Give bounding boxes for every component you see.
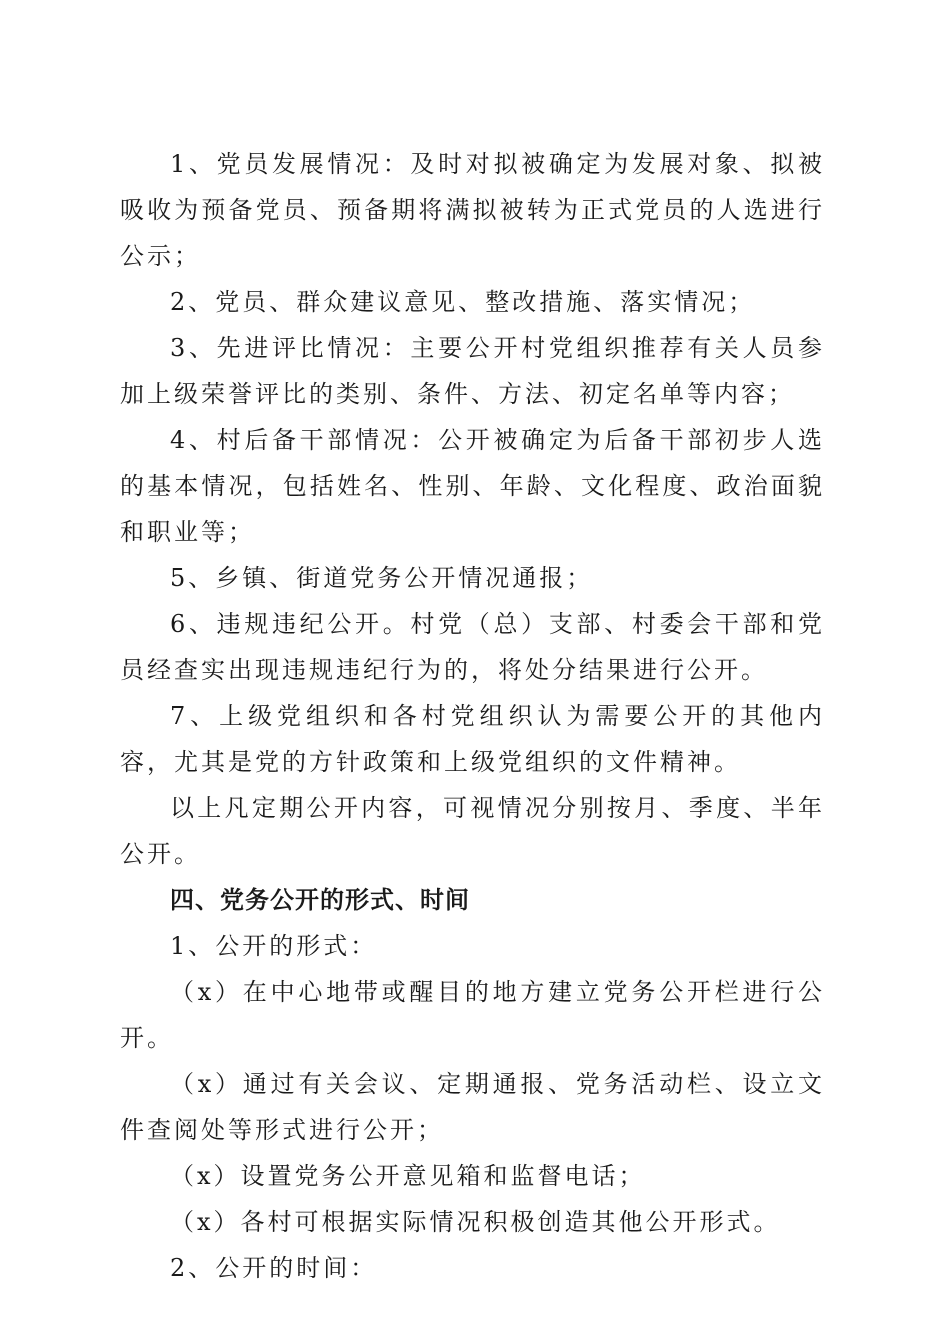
paragraph-other-content: 7、上级党组织和各村党组织认为需要公开的其他内容，尤其是党的方针政策和上级党组织的文件精神。: [120, 702, 825, 776]
form-item-meetings-reports: （x）通过有关会议、定期通报、党务活动栏、设立文件查阅处等形式进行公开；: [120, 1070, 825, 1144]
subheading-disclosure-form: 1、公开的形式：: [170, 932, 378, 960]
paragraph-party-member-development: 1、党员发展情况：及时对拟被确定为发展对象、拟被吸收为预备党员、预备期将满拟被转为正式党员的人选进行公示；: [120, 150, 825, 270]
paragraph-discipline-violations: 6、违规违纪公开。村党（总）支部、村委会干部和党员经查实出现违规违纪行为的，将处分结果进行公开。: [120, 610, 825, 684]
subheading-disclosure-time: 2、公开的时间：: [170, 1254, 378, 1282]
paragraph-township-report: 5、乡镇、街道党务公开情况通报；: [170, 564, 594, 592]
document-page: [120, 141, 825, 1291]
form-item-other-forms: （x）各村可根据实际情况积极创造其他公开形式。: [170, 1208, 781, 1236]
form-item-bulletin-board: （x）在中心地带或醒目的地方建立党务公开栏进行公开。: [120, 978, 825, 1052]
paragraph-suggestions-rectification: 2、党员、群众建议意见、整改措施、落实情况；: [170, 288, 756, 316]
paragraph-advanced-evaluation: 3、先进评比情况：主要公开村党组织推荐有关人员参加上级荣誉评比的类别、条件、方法、初定名单等内容；: [120, 334, 825, 408]
paragraph-periodic-disclosure: 以上凡定期公开内容，可视情况分别按月、季度、半年公开。: [120, 794, 825, 868]
paragraph-reserve-cadres: 4、村后备干部情况：公开被确定为后备干部初步人选的基本情况，包括姓名、性别、年龄、文化程度、政治面貌和职业等；: [120, 426, 825, 546]
section-heading: 四、党务公开的形式、时间: [170, 886, 470, 914]
form-item-suggestion-box: （x）设置党务公开意见箱和监督电话；: [170, 1162, 646, 1190]
